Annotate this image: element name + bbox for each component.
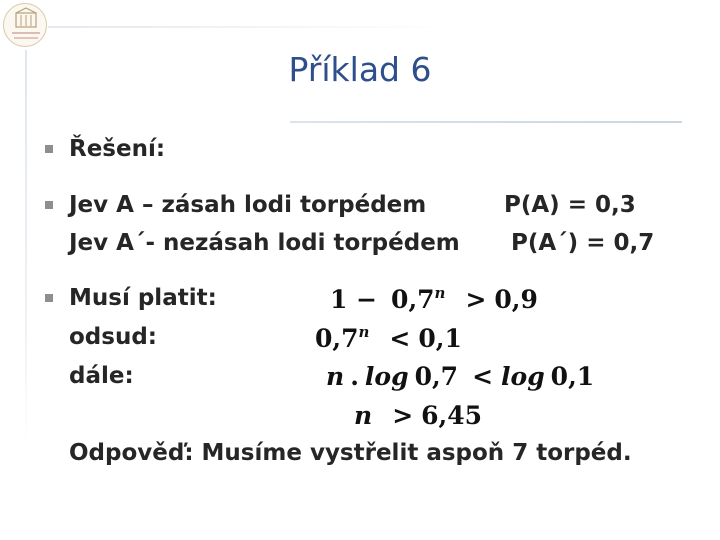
inequality-4 [354,401,482,430]
probability-a-neg: P(A´) = 0,7 [511,230,655,256]
slide-title: Příklad 6 [288,50,432,89]
title-underline [290,121,682,123]
musi-platit-label: Musí platit: [69,285,217,311]
math-operator: > [465,285,487,314]
bullet-marker [45,294,53,302]
school-logo-icon [3,3,47,47]
inequality-2 [315,323,462,353]
reseni-label: Řešení: [69,136,166,162]
math-operator: < [472,362,494,391]
math-exponent: n [434,284,446,302]
math-operator: < [389,324,411,353]
answer-text: Odpověď: Musíme vystřelit aspoň 7 torpéd. [69,440,632,466]
math-variable: n [354,401,373,430]
probability-a: P(A) = 0,3 [504,192,636,218]
math-term: 6,45 [421,401,483,430]
jev-a-text: Jev A – zásah lodi torpédem [69,192,427,218]
bullet-marker [45,201,53,209]
math-exponent: n [358,323,370,341]
frame-top-line [48,26,458,28]
math-variable: n [326,362,345,391]
math-term: 1 − [330,285,378,314]
inequality-3 [326,362,594,391]
math-term: 0,7 [414,362,459,391]
math-function: log [501,362,545,391]
math-function: log [364,362,409,391]
math-operator: . [350,362,359,391]
math-term: 0,7 [391,285,435,314]
jev-a-neg-text: Jev A´- nezásah lodi torpédem [69,230,460,256]
math-term: 0,1 [418,324,462,353]
inequality-1 [330,284,538,314]
odsud-label: odsud: [69,324,157,350]
math-term: 0,9 [494,285,538,314]
math-term: 0,7 [315,324,359,353]
math-term: 0,1 [550,362,595,391]
frame-left-line [25,50,27,450]
dale-label: dále: [69,363,134,389]
math-operator: > [392,401,414,430]
bullet-marker [45,145,53,153]
